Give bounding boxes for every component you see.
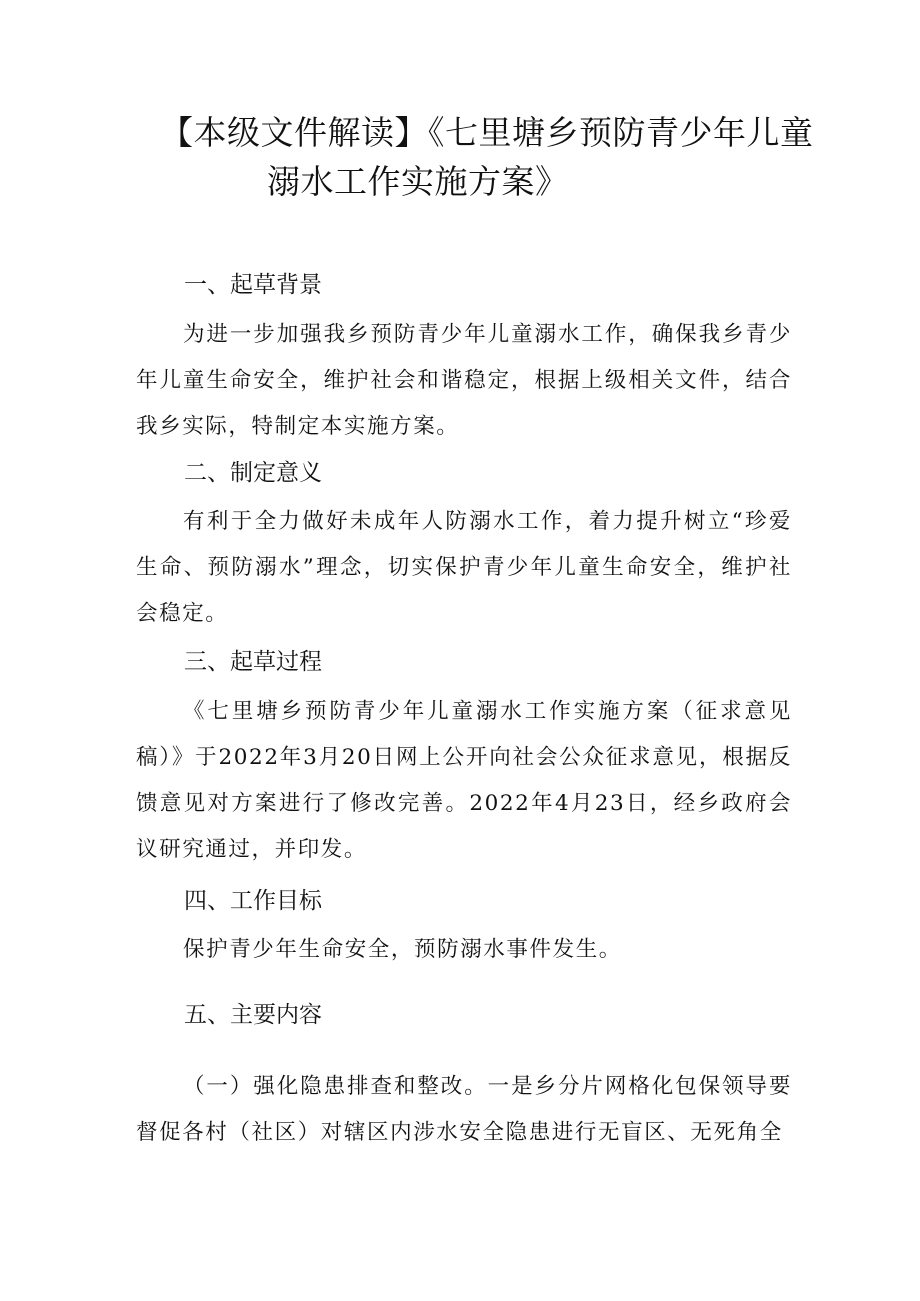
- document-title-line-1: 【本级文件解读】《七里塘乡预防青少年儿童: [160, 113, 814, 152]
- section-heading-background: 一、起草背景: [184, 272, 322, 298]
- section-paragraph-significance: 有利于全力做好未成年人防溺水工作，着力提升树立“珍爱生命、预防溺水”理念，切实保护青少年儿童生命安全，维护社会稳定。: [136, 509, 792, 626]
- section-paragraph-background: 为进一步加强我乡预防青少年儿童溺水工作，确保我乡青少年儿童生命安全，维护社会和谐稳定，根据上级相关文件，结合我乡实际，特制定本实施方案。: [136, 322, 792, 439]
- section-heading-significance: 二、制定意义: [184, 460, 322, 486]
- section-paragraph-drafting-process: 《七里塘乡预防青少年儿童溺水工作实施方案（征求意见稿）》于2022年3月20日网上公开向社会公众征求意见，根据反馈意见对方案进行了修改完善。2022年4月23日，经乡政府会议研究通过，并印发。: [136, 699, 792, 862]
- section-heading-main-content: 五、主要内容: [184, 1002, 322, 1028]
- section-paragraph-main-content: （一）强化隐患排查和整改。一是乡分片网格化包保领导要督促各村（社区）对辖区内涉水安全隐患进行无盲区、无死角全: [136, 1074, 792, 1145]
- section-paragraph-work-goal: 保护青少年生命安全，预防溺水事件发生。: [183, 937, 622, 962]
- section-heading-work-goal: 四、工作目标: [184, 888, 322, 914]
- document-title-line-2: 溺水工作实施方案》: [267, 162, 569, 201]
- section-heading-drafting-process: 三、起草过程: [184, 649, 322, 675]
